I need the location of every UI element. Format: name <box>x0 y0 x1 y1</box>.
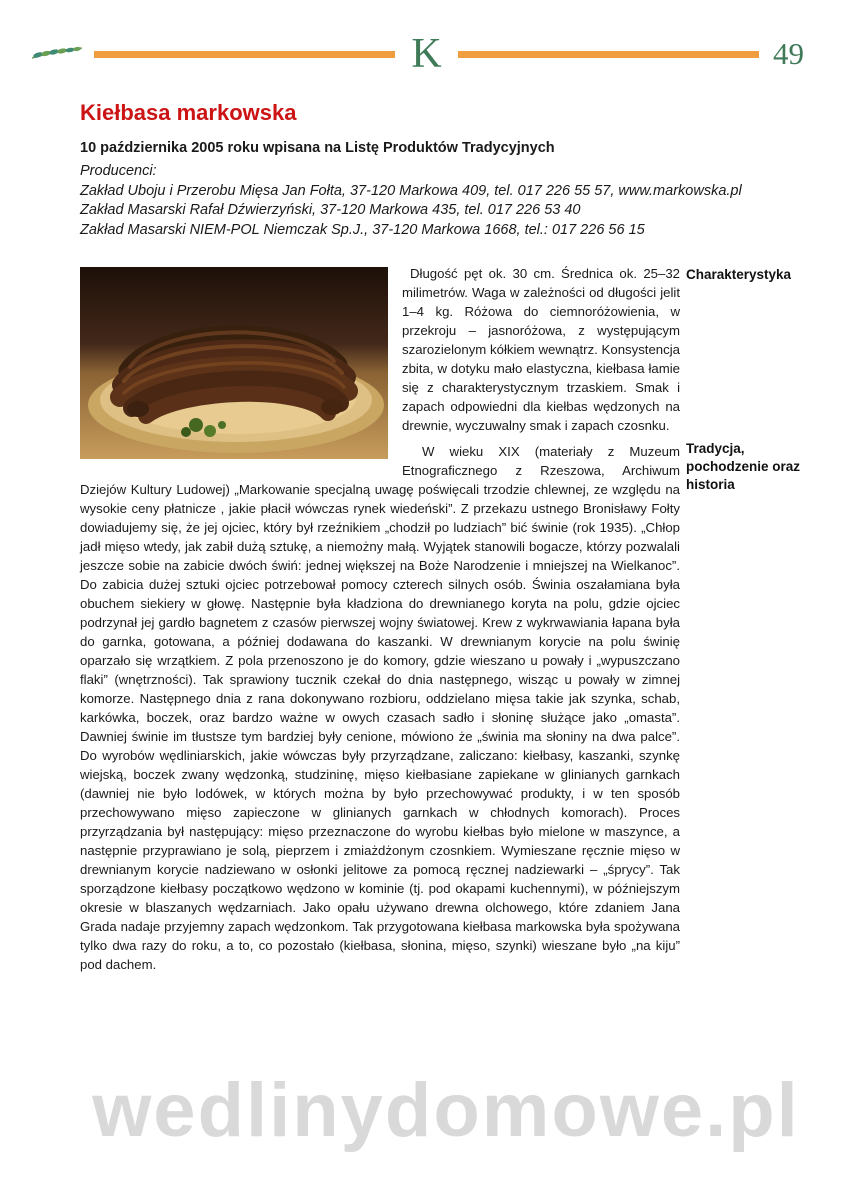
producers-label: Producenci: <box>80 163 157 179</box>
listing-line: 10 października 2005 roku wpisana na Listę Produktów Tradycyjnych <box>80 140 555 156</box>
header-rule-right <box>458 51 759 58</box>
paragraph-charakterystyka: Długość pęt ok. 30 cm. Średnica ok. 25–32 milimetrów. Waga w zależności od długości jelit 1–4 kg. Różowa do ciemnoróżowienia, w przekroju – jasnoróżowa, z występującym szarozielonym kółkiem wewnątrz. Konsystencja zbita, w dotyku mało elastyczna, kiełbasa łamie się z charakterystycznym trzaskiem. Smak i zapach odpowiedni dla kiełbas wędzonych na drewnie, wyczuwalny smak i zapach czosnku. <box>402 266 680 433</box>
header-rule-left <box>94 51 395 58</box>
watermark-text: wedlinydomowe.pl <box>92 1068 800 1153</box>
margin-label-charakterystyka: Charakterystyka <box>686 267 792 282</box>
producer-line: Zakład Masarski NIEM-POL Niemczak Sp.J., 37-120 Markowa 1668, tel.: 017 226 56 15 <box>80 221 645 238</box>
section-letter: K <box>411 31 442 77</box>
paragraph-tradycja: W wieku XIX (materiały z Muzeum Etnograficznego z Rzeszowa, Archiwum Dziejów Kultury Ludowej) „Markowanie specjalną uwagę poświęcali trzodzie chlewnej, ze względu na wysokie ceny płatnicze , jakie płacił wówczas rynek wiedeński”. Z przekazu ustnego Bronisławy Fołty dowiadujemy się, że jej ojciec, który był rzeźnikiem „chodził po ludziach” bić świnie (rok 1935). „Chłop jadł mięso wtedy, jak zabił dużą sztukę, a niemożny małą. Wyjątek stanowili bogacze, którzy pozwalali jeszcze sobie na zabicie dwóch świń: jednej większej na Boże Narodzenie i mniejszej na Wielkanoc”. Do zabicia dużej sztuki ojciec potrzebował pomocy czterech silnych osób. Świnia oszałamiana była obuchem siekiery w głowę. Następnie była kładziona do drewnianego koryta na polu, gdzie ojciec podrzynał jej gardło bagnetem z czasów pierwszej wojny światowej. Krew z wykrwawiania łapana była do garnka, gotowana, a później dodawana do kaszanki. W drewnianym korycie na polu świnię oparzało się wrzątkiem. Z pola przenoszono je do komory, gdzie wieszano u powały i „wypuszczano flaki” (wnętrzności). Tak sprawiony tucznik czekał do dnia następnego, wisząc u powały w zimnej komorze. Następnego dnia z rana dokonywano rozbioru, oddzielano mięsa takie jak szynka, schab, karkówka, boczek, oraz bardzo ważne w owych czasach sadło i słoninę służące jako „omasta”. Dawniej świnie im tłustsze tym bardziej były cenione, mówiono że „świnia ma słoniny na dwa palce”. Do wyrobów wędliniarskich, jakie wówczas były przyrządzane, zaliczano: kiełbasy, kaszanki, szynkę wiejską, boczek zwany wędzonką, studzininę, mięso kiełbasiane zapiekane w glinianych garnkach (dawniej nie było lodówek, w których można by było przechowywać produkty, i w ten sposób przechowywano mięso zapieczone w glinianych garnkach w chłodnych komorach). Proces przyrządzania był następujący: mięso przeznaczone do wyrobu kiełbas było mielone w maszynce, a następnie przyprawiano je solą, pieprzem i zmiażdżonym czosnkiem. Wymieszane ręcznie mięso w drewnianym korycie nadziewano w osłonki jelitowe za pomocą ręcznej nadziewarki – „śprycy”. Tak sporządzone kiełbasy początkowo wędzono w kominie (tj. pod okapami kuchennymi), w późniejszym okresie w blaszanych wędzarniach. Jako opału używano drewna olchowego, które zdaniem Jana Grada nadaje przyjemny zapach wędzonkom. Tak przygotowana kiełbasa markowska była spożywana tylko dwa razy do roku, a to, co pozostało (kiełbasa, słonina, mięso, szynki) wieszane było „na kiju” pod dachem. <box>80 444 680 972</box>
sausage-photo <box>80 267 388 459</box>
page-number: 49 <box>773 36 804 71</box>
producer-line: Zakład Uboju i Przerobu Mięsa Jan Fołta, 37-120 Markowa 409, tel. 017 226 55 57, www.markowska.pl <box>80 182 742 199</box>
margin-label-tradycja: Tradycja, pochodzenie oraz historia <box>686 441 801 492</box>
page-header <box>30 31 804 77</box>
main-text-column <box>80 264 680 974</box>
article-title: Kiełbasa markowska <box>80 100 297 125</box>
producer-line: Zakład Masarski Rafał Dźwierzyński, 37-120 Markowa 435, tel. 017 226 53 40 <box>80 202 581 218</box>
article <box>0 100 848 974</box>
laurel-branch-icon <box>30 42 84 67</box>
article-body <box>80 264 802 974</box>
